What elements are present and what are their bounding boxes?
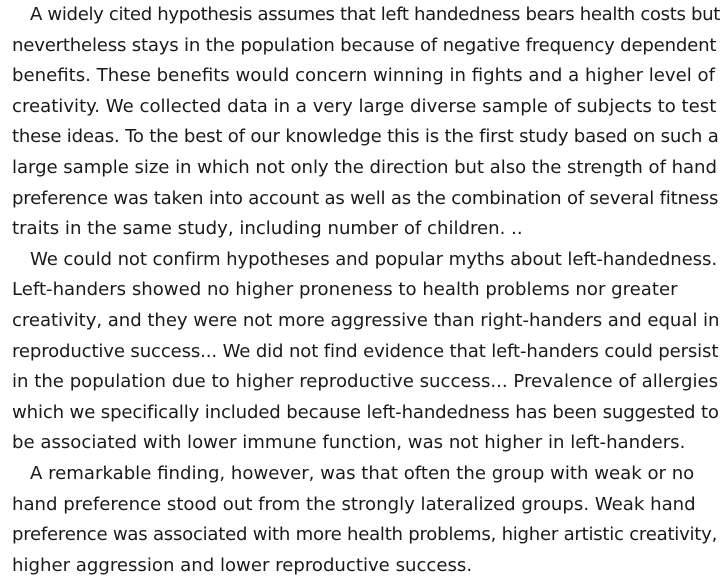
text-line: creativity, and they were not more aggressive than right-handers and equal in (12, 309, 720, 331)
text-line: traits in the same study, including number of children. .. (12, 218, 523, 240)
text-line: Left-handers showed no higher proneness to health problems nor greater (12, 279, 678, 301)
text-line: these ideas. To the best of our knowledge this is the first study based on such a (12, 126, 719, 148)
text-line: in the population due to higher reproductive success... Prevalence of allergies (12, 371, 719, 393)
text-line: hand preference stood out from the strongly lateralized groups. Weak hand (12, 493, 696, 515)
paragraph-3 (12, 459, 720, 581)
text-line: nevertheless stays in the population because of negative frequency dependent (12, 34, 717, 56)
text-line: preference was taken into account as well as the combination of several fitness (12, 187, 719, 209)
text-line: reproductive success... We did not find evidence that left-handers could persist (12, 340, 719, 362)
document-body (12, 0, 720, 581)
text-line: be associated with lower immune function, was not higher in left-handers. (12, 432, 686, 454)
text-line: which we specifically included because left-handedness has been suggested to (12, 401, 719, 423)
text-line: We could not confirm hypotheses and popular myths about left-handedness. (30, 248, 717, 270)
text-line: preference was associated with more health problems, higher artistic creativity, (12, 524, 718, 546)
text-line: A remarkable finding, however, was that often the group with weak or no (30, 462, 695, 484)
text-line: large sample size in which not only the direction but also the strength of hand (12, 156, 717, 178)
text-line: A widely cited hypothesis assumes that left handedness bears health costs but (30, 4, 720, 25)
text-line: higher aggression and lower reproductive success. (12, 554, 473, 576)
text-line: benefits. These benefits would concern winning in fights and a higher level of (12, 65, 715, 87)
paragraph-2 (12, 245, 720, 459)
paragraph-1 (12, 0, 720, 245)
text-line: creativity. We collected data in a very large diverse sample of subjects to test (12, 95, 717, 117)
